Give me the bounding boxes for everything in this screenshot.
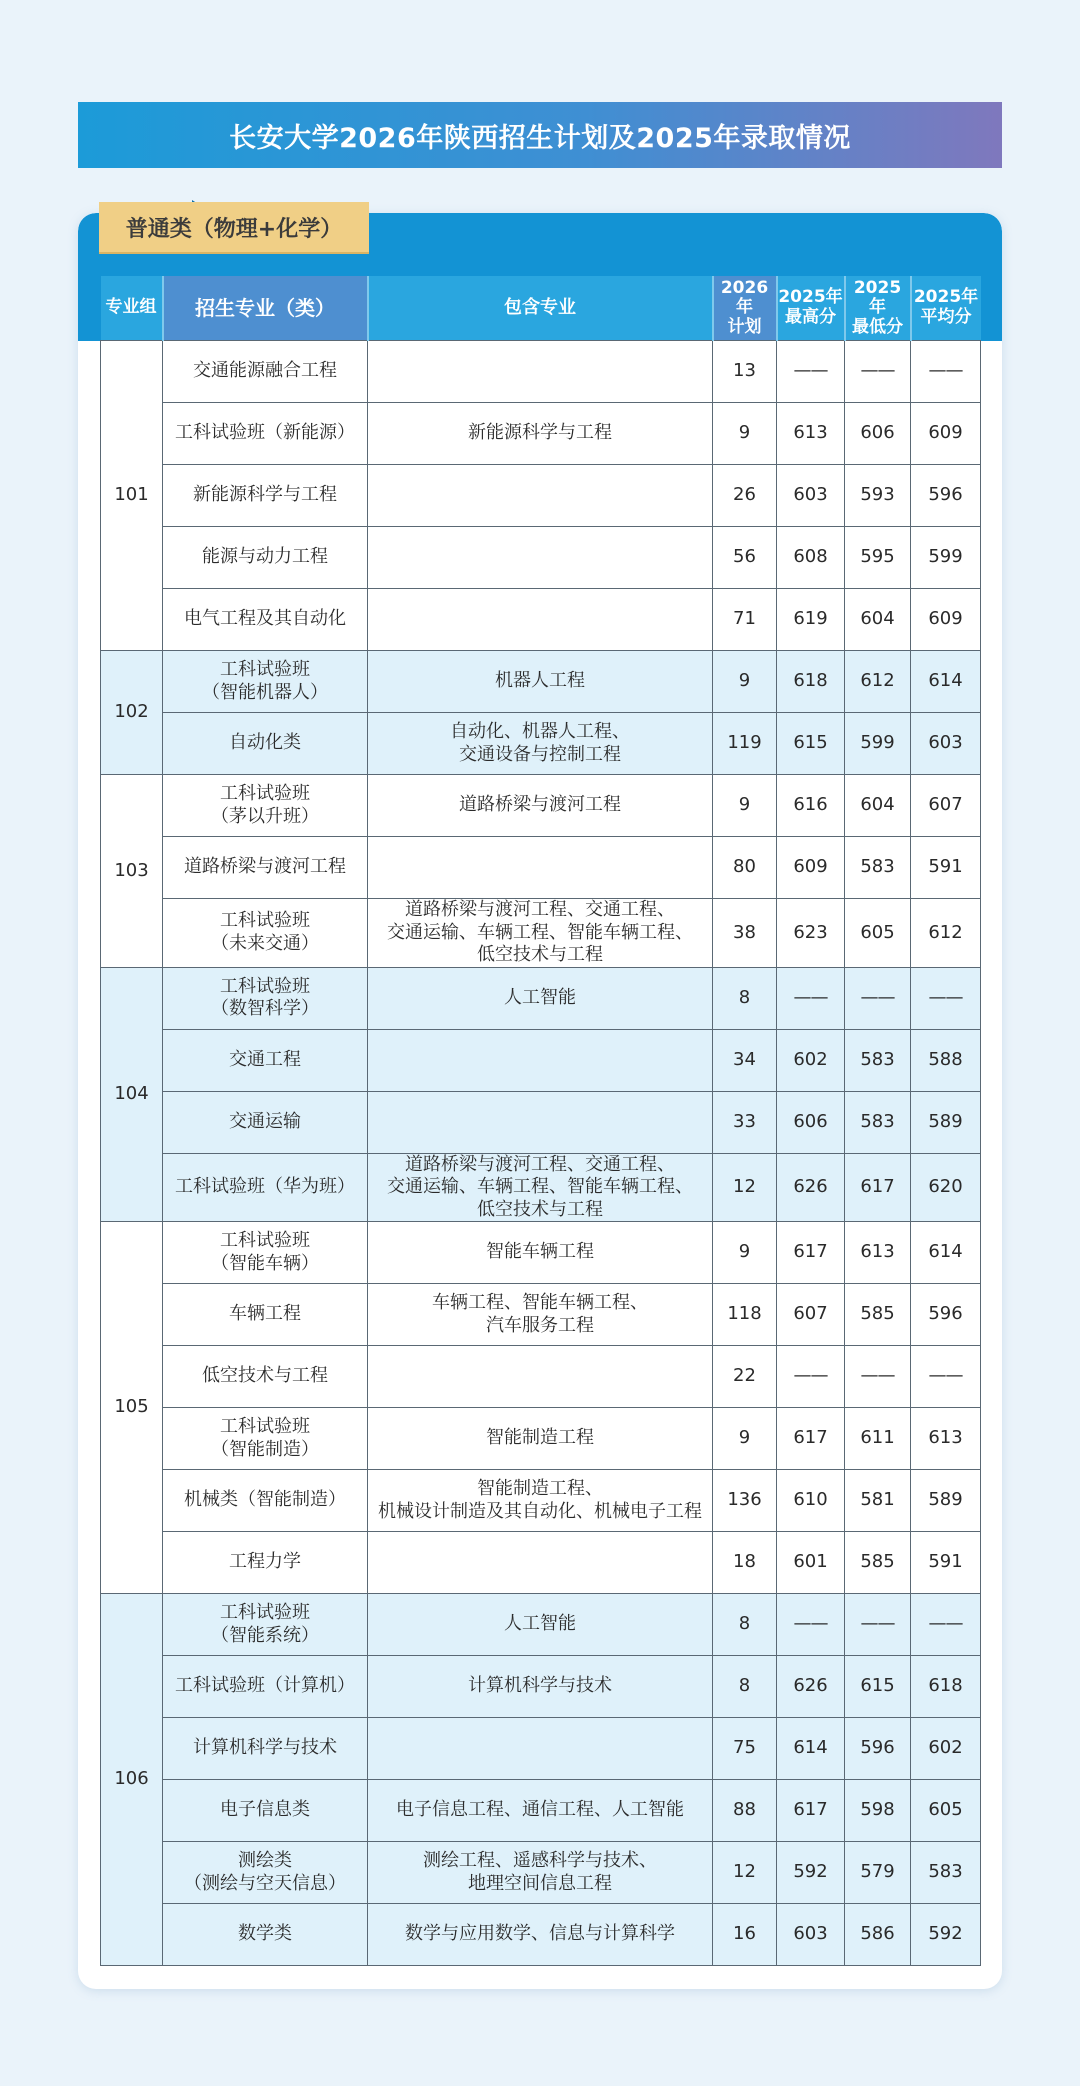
min-cell: 583 xyxy=(845,1091,911,1153)
plan-cell: 8 xyxy=(713,1594,777,1656)
major-line: 工科试验班 xyxy=(220,910,310,932)
plan-cell: 16 xyxy=(713,1904,777,1966)
major-cell xyxy=(163,1904,368,1966)
major-line: 工科试验班 xyxy=(220,783,310,804)
min-cell: 615 xyxy=(845,1656,911,1718)
min-cell: 579 xyxy=(845,1842,911,1904)
min-cell: 595 xyxy=(845,527,911,589)
avg-cell: 612 xyxy=(911,899,981,968)
header-max: 2025年 最高分 xyxy=(777,276,845,341)
table-row xyxy=(101,1091,981,1153)
major-line: 车辆工程 xyxy=(229,1303,301,1325)
min-cell: 598 xyxy=(845,1780,911,1842)
table-row xyxy=(101,1153,981,1222)
max-cell: 607 xyxy=(777,1284,845,1346)
major-cell xyxy=(163,1346,368,1408)
group-id-cell: 104 xyxy=(101,967,163,1222)
min-cell: 606 xyxy=(845,403,911,465)
avg-cell: 605 xyxy=(911,1780,981,1842)
group-id-cell: 105 xyxy=(101,1222,163,1594)
max-cell: 603 xyxy=(777,1904,845,1966)
max-cell: 610 xyxy=(777,1470,845,1532)
table-row xyxy=(101,651,981,713)
max-cell: —— xyxy=(777,1346,845,1408)
avg-cell: —— xyxy=(911,341,981,403)
major-cell xyxy=(163,837,368,899)
min-cell: 605 xyxy=(845,899,911,968)
includes-cell xyxy=(368,1222,713,1284)
avg-cell: 596 xyxy=(911,1284,981,1346)
avg-cell: 620 xyxy=(911,1153,981,1222)
major-cell xyxy=(163,651,368,713)
plan-cell: 9 xyxy=(713,1222,777,1284)
major-line: 工科试验班 xyxy=(220,1602,310,1623)
includes-line: 测绘工程、遥感科学与技术、 xyxy=(423,1850,657,1871)
major-line: 工科试验班 xyxy=(220,1416,310,1437)
includes-cell xyxy=(368,465,713,527)
includes-line: 机器人工程 xyxy=(495,670,585,692)
plan-cell: 9 xyxy=(713,775,777,837)
major-line: （茅以升班） xyxy=(211,805,319,827)
min-cell: —— xyxy=(845,1594,911,1656)
includes-cell xyxy=(368,1780,713,1842)
includes-line: 道路桥梁与渡河工程、交通工程、 xyxy=(405,1153,675,1175)
includes-line: 地理空间信息工程 xyxy=(468,1872,612,1894)
plan-cell: 12 xyxy=(713,1153,777,1222)
major-line: 数学类 xyxy=(238,1923,292,1945)
includes-cell xyxy=(368,1346,713,1408)
min-cell: 581 xyxy=(845,1470,911,1532)
plan-cell: 26 xyxy=(713,465,777,527)
includes-cell xyxy=(368,589,713,651)
min-cell: 593 xyxy=(845,465,911,527)
table-row xyxy=(101,1408,981,1470)
avg-cell: 599 xyxy=(911,527,981,589)
plan-cell: 119 xyxy=(713,713,777,775)
major-cell xyxy=(163,527,368,589)
major-line: （智能机器人） xyxy=(202,681,328,703)
table-header-row xyxy=(101,276,981,341)
includes-line: 数学与应用数学、信息与计算科学 xyxy=(405,1923,675,1945)
major-line: 工科试验班 xyxy=(220,975,310,997)
min-cell: 604 xyxy=(845,775,911,837)
table-row xyxy=(101,1346,981,1408)
major-cell xyxy=(163,1780,368,1842)
major-line: 道路桥梁与渡河工程 xyxy=(184,856,346,878)
includes-line: 智能制造工程、 xyxy=(477,1478,603,1499)
table-row xyxy=(101,1780,981,1842)
major-line: 交通运输 xyxy=(229,1110,301,1132)
min-cell: —— xyxy=(845,341,911,403)
max-cell: 608 xyxy=(777,527,845,589)
min-cell: —— xyxy=(845,967,911,1029)
major-cell xyxy=(163,713,368,775)
major-line: （数智科学） xyxy=(211,998,319,1019)
table-row xyxy=(101,1470,981,1532)
avg-cell: 609 xyxy=(911,589,981,651)
major-line: （未来交通） xyxy=(211,932,319,954)
includes-cell xyxy=(368,967,713,1029)
plan-cell: 13 xyxy=(713,341,777,403)
major-cell xyxy=(163,341,368,403)
avg-cell: 614 xyxy=(911,1222,981,1284)
includes-line: 人工智能 xyxy=(504,1613,576,1635)
major-cell xyxy=(163,589,368,651)
max-cell: 592 xyxy=(777,1842,845,1904)
includes-cell xyxy=(368,1029,713,1091)
max-cell: —— xyxy=(777,967,845,1029)
includes-cell xyxy=(368,1532,713,1594)
table-row xyxy=(101,967,981,1029)
min-cell: 585 xyxy=(845,1532,911,1594)
plan-cell: 75 xyxy=(713,1718,777,1780)
major-line: （智能车辆） xyxy=(211,1252,319,1274)
includes-cell xyxy=(368,527,713,589)
major-line: 电子信息类 xyxy=(220,1799,310,1821)
includes-line: 道路桥梁与渡河工程、交通工程、 xyxy=(405,899,675,920)
plan-cell: 118 xyxy=(713,1284,777,1346)
major-line: 工科试验班（华为班） xyxy=(175,1176,355,1197)
max-cell: 616 xyxy=(777,775,845,837)
major-cell xyxy=(163,1091,368,1153)
major-cell xyxy=(163,775,368,837)
table-row xyxy=(101,403,981,465)
major-cell xyxy=(163,967,368,1029)
avg-cell: 591 xyxy=(911,837,981,899)
major-line: 低空技术与工程 xyxy=(202,1365,328,1387)
includes-line: 计算机科学与技术 xyxy=(468,1675,612,1697)
major-cell xyxy=(163,1656,368,1718)
min-cell: 583 xyxy=(845,1029,911,1091)
avg-cell: 583 xyxy=(911,1842,981,1904)
header-min: 2025年 最低分 xyxy=(845,276,911,341)
max-cell: 626 xyxy=(777,1656,845,1718)
table-row xyxy=(101,1656,981,1718)
avg-cell: 596 xyxy=(911,465,981,527)
avg-cell: —— xyxy=(911,967,981,1029)
avg-cell: 614 xyxy=(911,651,981,713)
group-id-cell: 101 xyxy=(101,341,163,651)
plan-cell: 12 xyxy=(713,1842,777,1904)
max-cell: 617 xyxy=(777,1222,845,1284)
max-cell: 601 xyxy=(777,1532,845,1594)
table-row xyxy=(101,1532,981,1594)
includes-cell xyxy=(368,1284,713,1346)
table-row xyxy=(101,1029,981,1091)
includes-cell xyxy=(368,837,713,899)
avg-cell: —— xyxy=(911,1594,981,1656)
includes-line: 智能车辆工程 xyxy=(486,1241,594,1263)
major-cell xyxy=(163,403,368,465)
avg-cell: 613 xyxy=(911,1408,981,1470)
includes-line: 交通运输、车辆工程、智能车辆工程、 xyxy=(387,1176,693,1197)
includes-line: 新能源科学与工程 xyxy=(468,422,612,444)
plan-cell: 136 xyxy=(713,1470,777,1532)
includes-cell xyxy=(368,341,713,403)
plan-cell: 9 xyxy=(713,651,777,713)
major-line: 工科试验班 xyxy=(220,1230,310,1251)
header-group: 专业组 xyxy=(101,276,163,341)
includes-line: 电子信息工程、通信工程、人工智能 xyxy=(396,1799,684,1821)
min-cell: 613 xyxy=(845,1222,911,1284)
plan-cell: 8 xyxy=(713,1656,777,1718)
major-line: （智能系统） xyxy=(211,1624,319,1646)
table-row xyxy=(101,775,981,837)
includes-line: 自动化、机器人工程、 xyxy=(450,721,630,742)
major-cell xyxy=(163,1222,368,1284)
table-row xyxy=(101,899,981,968)
table-row xyxy=(101,1284,981,1346)
includes-cell xyxy=(368,1091,713,1153)
avg-cell: 602 xyxy=(911,1718,981,1780)
includes-line: 人工智能 xyxy=(504,986,576,1008)
table-row xyxy=(101,589,981,651)
includes-line: 车辆工程、智能车辆工程、 xyxy=(432,1292,648,1313)
max-cell: 614 xyxy=(777,1718,845,1780)
max-cell: 617 xyxy=(777,1780,845,1842)
major-line: 工科试验班（新能源） xyxy=(175,422,355,444)
group-id-cell: 102 xyxy=(101,651,163,775)
avg-cell: 589 xyxy=(911,1470,981,1532)
major-cell xyxy=(163,899,368,968)
page-title: 长安大学2026年陕西招生计划及2025年录取情况 xyxy=(78,102,1002,168)
includes-cell xyxy=(368,1408,713,1470)
max-cell: 617 xyxy=(777,1408,845,1470)
group-id-cell: 106 xyxy=(101,1594,163,1966)
table-row xyxy=(101,341,981,403)
major-cell xyxy=(163,1153,368,1222)
min-cell: 611 xyxy=(845,1408,911,1470)
min-cell: —— xyxy=(845,1346,911,1408)
avg-cell: 591 xyxy=(911,1532,981,1594)
max-cell: 609 xyxy=(777,837,845,899)
includes-cell xyxy=(368,899,713,968)
major-cell xyxy=(163,1594,368,1656)
major-line: 计算机科学与技术 xyxy=(193,1737,337,1759)
major-line: 交通能源融合工程 xyxy=(193,360,337,382)
major-cell xyxy=(163,1470,368,1532)
includes-line: 机械设计制造及其自动化、机械电子工程 xyxy=(378,1500,702,1522)
max-cell: 603 xyxy=(777,465,845,527)
includes-cell xyxy=(368,1153,713,1222)
min-cell: 583 xyxy=(845,837,911,899)
min-cell: 599 xyxy=(845,713,911,775)
min-cell: 586 xyxy=(845,1904,911,1966)
plan-cell: 18 xyxy=(713,1532,777,1594)
includes-cell xyxy=(368,1904,713,1966)
min-cell: 604 xyxy=(845,589,911,651)
includes-line: 道路桥梁与渡河工程 xyxy=(459,794,621,816)
major-line: 交通工程 xyxy=(229,1048,301,1070)
table-row xyxy=(101,837,981,899)
max-cell: 602 xyxy=(777,1029,845,1091)
max-cell: 619 xyxy=(777,589,845,651)
plan-cell: 9 xyxy=(713,1408,777,1470)
major-line: 新能源科学与工程 xyxy=(193,484,337,506)
major-cell xyxy=(163,1718,368,1780)
includes-line: 低空技术与工程 xyxy=(477,944,603,965)
includes-cell xyxy=(368,1718,713,1780)
avg-cell: 603 xyxy=(911,713,981,775)
major-line: （测绘与空天信息） xyxy=(184,1872,346,1894)
plan-cell: 33 xyxy=(713,1091,777,1153)
plan-cell: 8 xyxy=(713,967,777,1029)
table-row xyxy=(101,1594,981,1656)
header-avg: 2025年 平均分 xyxy=(911,276,981,341)
plan-cell: 56 xyxy=(713,527,777,589)
major-line: 电气工程及其自动化 xyxy=(184,608,346,630)
avg-cell: 588 xyxy=(911,1029,981,1091)
max-cell: 626 xyxy=(777,1153,845,1222)
avg-cell: 607 xyxy=(911,775,981,837)
major-cell xyxy=(163,1842,368,1904)
includes-cell xyxy=(368,1594,713,1656)
includes-cell xyxy=(368,1656,713,1718)
plan-cell: 80 xyxy=(713,837,777,899)
max-cell: 618 xyxy=(777,651,845,713)
major-line: 工科试验班（计算机） xyxy=(175,1675,355,1697)
table-body xyxy=(101,341,981,1966)
major-line: （智能制造） xyxy=(211,1438,319,1460)
includes-line: 智能制造工程 xyxy=(486,1427,594,1449)
min-cell: 585 xyxy=(845,1284,911,1346)
min-cell: 617 xyxy=(845,1153,911,1222)
major-cell xyxy=(163,1029,368,1091)
includes-cell xyxy=(368,651,713,713)
avg-cell: 592 xyxy=(911,1904,981,1966)
includes-cell xyxy=(368,1470,713,1532)
table-row xyxy=(101,1222,981,1284)
category-tab: 普通类（物理+化学） xyxy=(99,202,369,252)
plan-cell: 88 xyxy=(713,1780,777,1842)
max-cell: 623 xyxy=(777,899,845,968)
plan-cell: 9 xyxy=(713,403,777,465)
table-row xyxy=(101,1842,981,1904)
plan-cell: 71 xyxy=(713,589,777,651)
major-line: 测绘类 xyxy=(238,1850,292,1871)
avg-cell: 609 xyxy=(911,403,981,465)
includes-cell xyxy=(368,1842,713,1904)
major-cell xyxy=(163,1532,368,1594)
group-id-cell: 103 xyxy=(101,775,163,968)
includes-line: 低空技术与工程 xyxy=(477,1198,603,1220)
major-cell xyxy=(163,465,368,527)
max-cell: —— xyxy=(777,1594,845,1656)
plan-cell: 22 xyxy=(713,1346,777,1408)
avg-cell: 618 xyxy=(911,1656,981,1718)
max-cell: 615 xyxy=(777,713,845,775)
table-row xyxy=(101,527,981,589)
avg-cell: —— xyxy=(911,1346,981,1408)
admission-table xyxy=(100,276,981,1966)
min-cell: 596 xyxy=(845,1718,911,1780)
major-line: 工科试验班 xyxy=(220,659,310,680)
max-cell: —— xyxy=(777,341,845,403)
major-cell xyxy=(163,1408,368,1470)
max-cell: 613 xyxy=(777,403,845,465)
plan-cell: 34 xyxy=(713,1029,777,1091)
includes-line: 交通运输、车辆工程、智能车辆工程、 xyxy=(387,921,693,943)
major-line: 工程力学 xyxy=(229,1551,301,1573)
plan-cell: 38 xyxy=(713,899,777,968)
table-row xyxy=(101,713,981,775)
major-cell xyxy=(163,1284,368,1346)
includes-line: 汽车服务工程 xyxy=(486,1314,594,1336)
header-includes: 包含专业 xyxy=(368,276,713,341)
includes-line: 交通设备与控制工程 xyxy=(459,743,621,765)
includes-cell xyxy=(368,403,713,465)
includes-cell xyxy=(368,775,713,837)
major-line: 能源与动力工程 xyxy=(202,546,328,568)
major-line: 机械类（智能制造） xyxy=(184,1489,346,1511)
avg-cell: 589 xyxy=(911,1091,981,1153)
major-line: 自动化类 xyxy=(229,732,301,754)
table-row xyxy=(101,1904,981,1966)
table-row xyxy=(101,1718,981,1780)
includes-cell xyxy=(368,713,713,775)
table-row xyxy=(101,465,981,527)
header-plan: 2026年 计划 xyxy=(713,276,777,341)
max-cell: 606 xyxy=(777,1091,845,1153)
header-major: 招生专业（类） xyxy=(163,276,368,341)
min-cell: 612 xyxy=(845,651,911,713)
